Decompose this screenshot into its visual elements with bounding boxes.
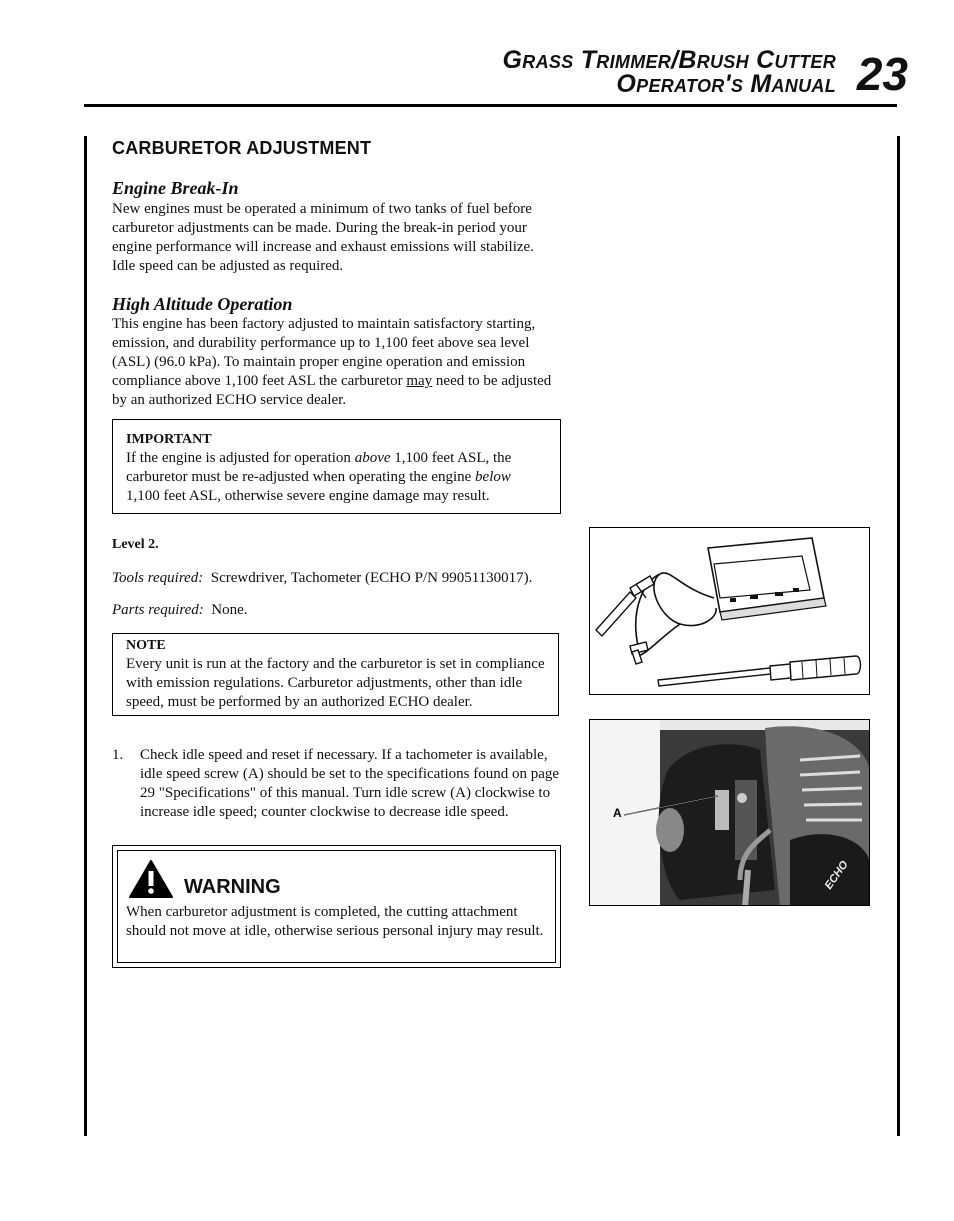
parts-value: None. [211, 602, 248, 618]
important-t4: below [475, 469, 511, 485]
screwdriver-icon [658, 656, 861, 686]
altitude-text-b: need to be adjusted by an authorized ECHO service dealer. [112, 373, 552, 408]
note-text: Every unit is run at the factory and the carburetor is set in compliance with emission regulations. Carburetor adjustments, other than idle speed, must be performed by an authorized ECHO dealer. [126, 656, 545, 710]
tools-value: Screwdriver, Tachometer (ECHO P/N 99051130017). [210, 570, 533, 586]
step1-text: Check idle speed and reset if necessary. If a tachometer is available, idle speed screw (A) should be set to the specifications found on page 29 "Specifications" of this manual. Turn idle screw (A) clockwise to increase idle speed; counter clockwise to decrease idle speed. [140, 747, 560, 820]
callout-a-label: A [613, 806, 622, 820]
tools-label: Tools required: [112, 570, 204, 586]
figure-engine-photo [589, 719, 870, 906]
header-title-line2: Operator's Manual [616, 70, 836, 98]
parts-required [112, 601, 248, 620]
header-rule [84, 104, 897, 107]
important-title: IMPORTANT [126, 432, 212, 447]
important-t3: 1,100 feet ASL, the carburetor must be re-adjusted when operating the engine [126, 450, 512, 485]
engine-illustration [590, 720, 870, 906]
alligator-clip-icon [596, 576, 654, 636]
note-box [112, 633, 559, 716]
tachometer-icon [708, 538, 826, 620]
break-in-text: New engines must be operated a minimum of two tanks of fuel before carburetor adjustments can be made. During the break-in period your engine performance will increase and exhaust emissions will stabilize. Idle speed can be adjusted as required. [112, 201, 534, 274]
level-label: Level 2. [112, 537, 159, 552]
left-margin-bar [84, 136, 87, 1136]
altitude-text-a: This engine has been factory adjusted to maintain satisfactory starting, emission, and durability performance up to 1,100 feet above sea level (ASL) (96.0 kPa). To maintain proper engine operation and emission compliance above 1,100 feet ASL the carburetor [112, 316, 536, 389]
warning-heading: WARNING [184, 876, 281, 898]
altitude-text [112, 315, 560, 410]
important-box [112, 419, 561, 514]
parts-label: Parts required: [112, 602, 204, 618]
warning-text: When carburetor adjustment is completed, the cutting attachment should not move at idle, otherwise serious personal injury may result. [126, 904, 544, 939]
break-in-heading: Engine Break-In [112, 178, 239, 198]
important-t2: above [354, 450, 391, 466]
page-number: 23 [856, 48, 908, 100]
right-margin-bar [897, 136, 900, 1136]
tools-required [112, 569, 532, 588]
echo-logo: ECHO [822, 858, 851, 892]
section-title: CARBURETOR ADJUSTMENT [112, 138, 372, 158]
altitude-text-underlined: may [406, 373, 433, 389]
important-t1: If the engine is adjusted for operation [126, 450, 355, 466]
tools-illustration [590, 528, 870, 695]
important-t5: 1,100 feet ASL, otherwise severe engine damage may result. [126, 488, 490, 504]
warning-triangle-icon [128, 859, 174, 899]
step1-number: 1. [112, 747, 124, 763]
important-text [126, 449, 548, 506]
warning-box [112, 845, 561, 968]
figure-tachometer-screwdriver [589, 527, 870, 695]
altitude-heading: High Altitude Operation [112, 294, 293, 314]
warning-inner [117, 850, 556, 963]
header-title-line1: Grass Trimmer/Brush Cutter [502, 46, 836, 74]
note-title: NOTE [126, 638, 166, 653]
